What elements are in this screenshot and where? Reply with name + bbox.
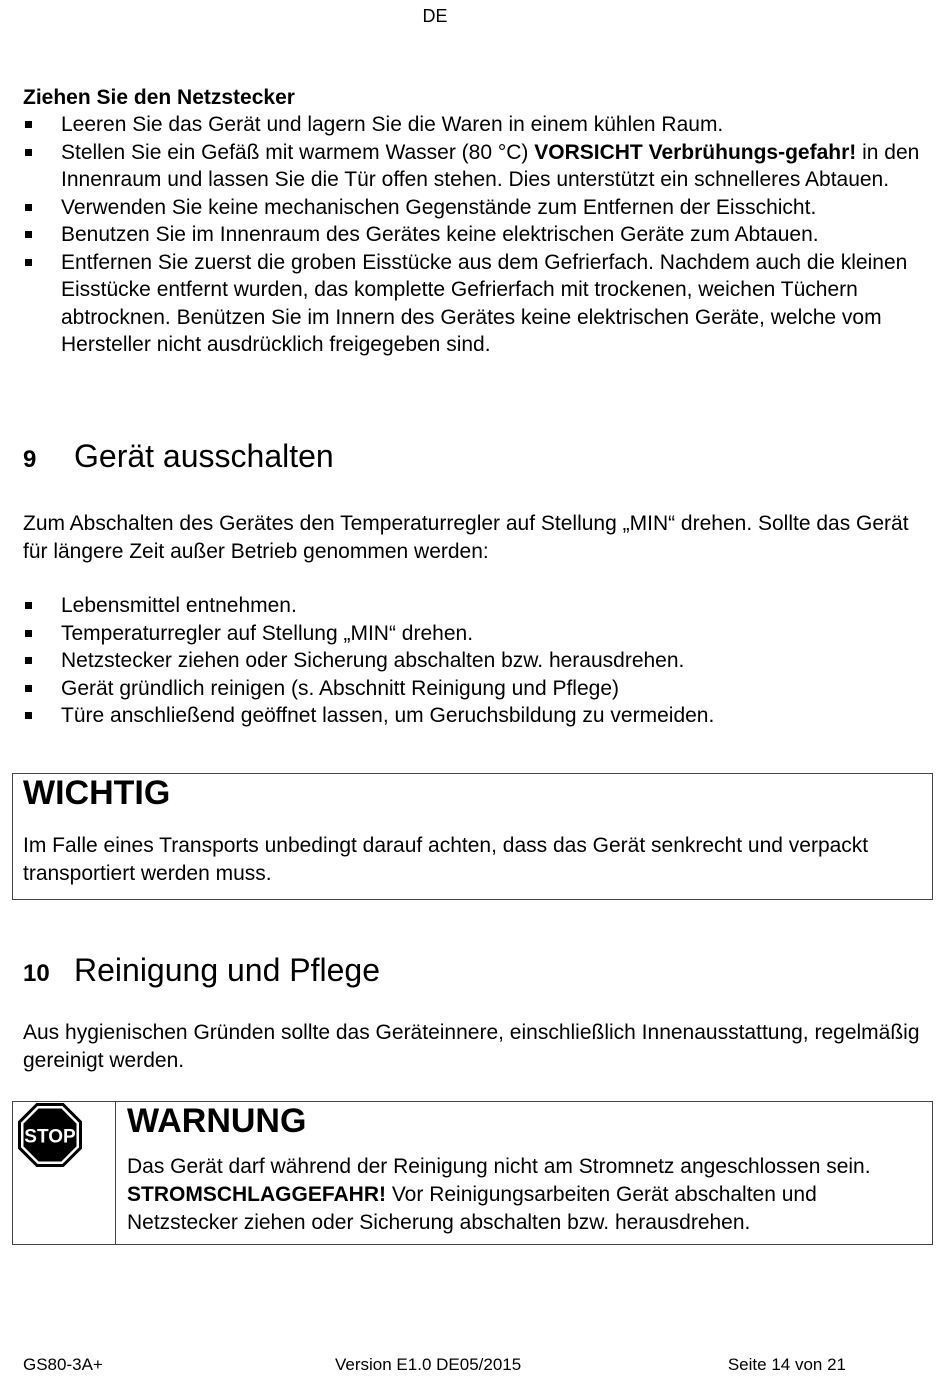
footer-model: GS80-3A+	[23, 1355, 103, 1374]
list-item: Türe anschließend geöffnet lassen, um Geruchsbildung zu vermeiden.	[23, 702, 928, 730]
electric-shock-warning: STROMSCHLAGGEFAHR!	[127, 1183, 386, 1206]
section-title: Reinigung und Pflege	[74, 952, 381, 988]
bullet-icon	[25, 712, 32, 719]
important-text: Im Falle eines Transports unbedingt darauf achten, dass das Gerät senkrecht und verpackt transportiert werden muss.	[23, 834, 869, 885]
switch-off-list	[23, 592, 928, 730]
list-item: Lebensmittel entnehmen.	[23, 592, 928, 620]
svg-text:STOP: STOP	[24, 1126, 76, 1148]
section-title: Gerät ausschalten	[74, 438, 334, 474]
warning-title: WARNUNG	[127, 1102, 307, 1140]
unplug-list	[23, 111, 928, 359]
list-item: Verwenden Sie keine mechanischen Gegenstände zum Entfernen der Eisschicht.	[23, 194, 928, 222]
list-item: Leeren Sie das Gerät und lagern Sie die Waren in einem kühlen Raum.	[23, 111, 928, 139]
section-9-intro: Zum Abschalten des Gerätes den Temperaturregler auf Stellung „MIN“ drehen. Sollte das Gerät für längere Zeit außer Betrieb genommen werden:	[23, 512, 909, 563]
bullet-icon	[25, 685, 32, 692]
section-10-intro: Aus hygienischen Gründen sollte das Geräteinnere, einschließlich Innenausstattung, regelmäßig gereinigt werden.	[23, 1021, 920, 1072]
footer-page-number: Seite 14 von 21	[727, 1355, 846, 1374]
warning-divider	[115, 1102, 116, 1244]
warning-box	[12, 1101, 933, 1245]
list-item: Benutzen Sie im Innenraum des Gerätes keine elektrischen Geräte zum Abtauen.	[23, 221, 928, 249]
bullet-icon	[25, 121, 32, 128]
important-title: WICHTIG	[23, 774, 171, 812]
section-10-heading	[23, 952, 380, 989]
warning-text: Das Gerät darf während der Reinigung nicht am Stromnetz angeschlossen sein. STROMSCHLAGGEFAHR! Vor Reinigungsarbeiten Gerät abschalten und Netzstecker ziehen oder Sicherung abschalten bzw. herausdrehen.	[127, 1155, 871, 1234]
list-item: Stellen Sie ein Gefäß mit warmem Wasser (80 °C) VORSICHT Verbrühungs-gefahr! in den Innenraum und lassen Sie die Tür offen stehen. Dies unterstützt ein schnelleres Abtauen.	[23, 139, 928, 194]
list-item: Netzstecker ziehen oder Sicherung abschalten bzw. herausdrehen.	[23, 647, 928, 675]
scald-warning: VORSICHT Verbrühungs-gefahr!	[534, 140, 857, 164]
bullet-icon	[25, 602, 32, 609]
bullet-icon	[25, 259, 32, 266]
list-item: Entfernen Sie zuerst die groben Eisstücke aus dem Gefrierfach. Nachdem auch die kleinen Eisstücke entfernt wurden, das komplette Gefrierfach mit trockenen, weichen Tüchern abtrocknen. Benützen Sie im Innern des Gerätes keine elektrischen Geräte, welche vom Hersteller nicht ausdrücklich freigegeben sind.	[23, 249, 928, 359]
bullet-icon	[25, 630, 32, 637]
section-number: 9	[23, 446, 37, 473]
bullet-icon	[25, 657, 32, 664]
footer-version: Version E1.0 DE05/2015	[335, 1355, 522, 1374]
bullet-icon	[25, 231, 32, 238]
header-language: DE	[422, 6, 448, 26]
stop-sign-icon	[17, 1102, 83, 1168]
list-item: Temperaturregler auf Stellung „MIN“ drehen.	[23, 620, 928, 648]
section-9-heading	[23, 438, 334, 475]
bullet-icon	[25, 204, 32, 211]
unplug-title: Ziehen Sie den Netzstecker	[23, 86, 295, 109]
important-box	[12, 773, 933, 900]
section-number: 10	[23, 960, 50, 987]
bullet-icon	[25, 149, 32, 156]
list-item: Gerät gründlich reinigen (s. Abschnitt Reinigung und Pflege)	[23, 675, 928, 703]
